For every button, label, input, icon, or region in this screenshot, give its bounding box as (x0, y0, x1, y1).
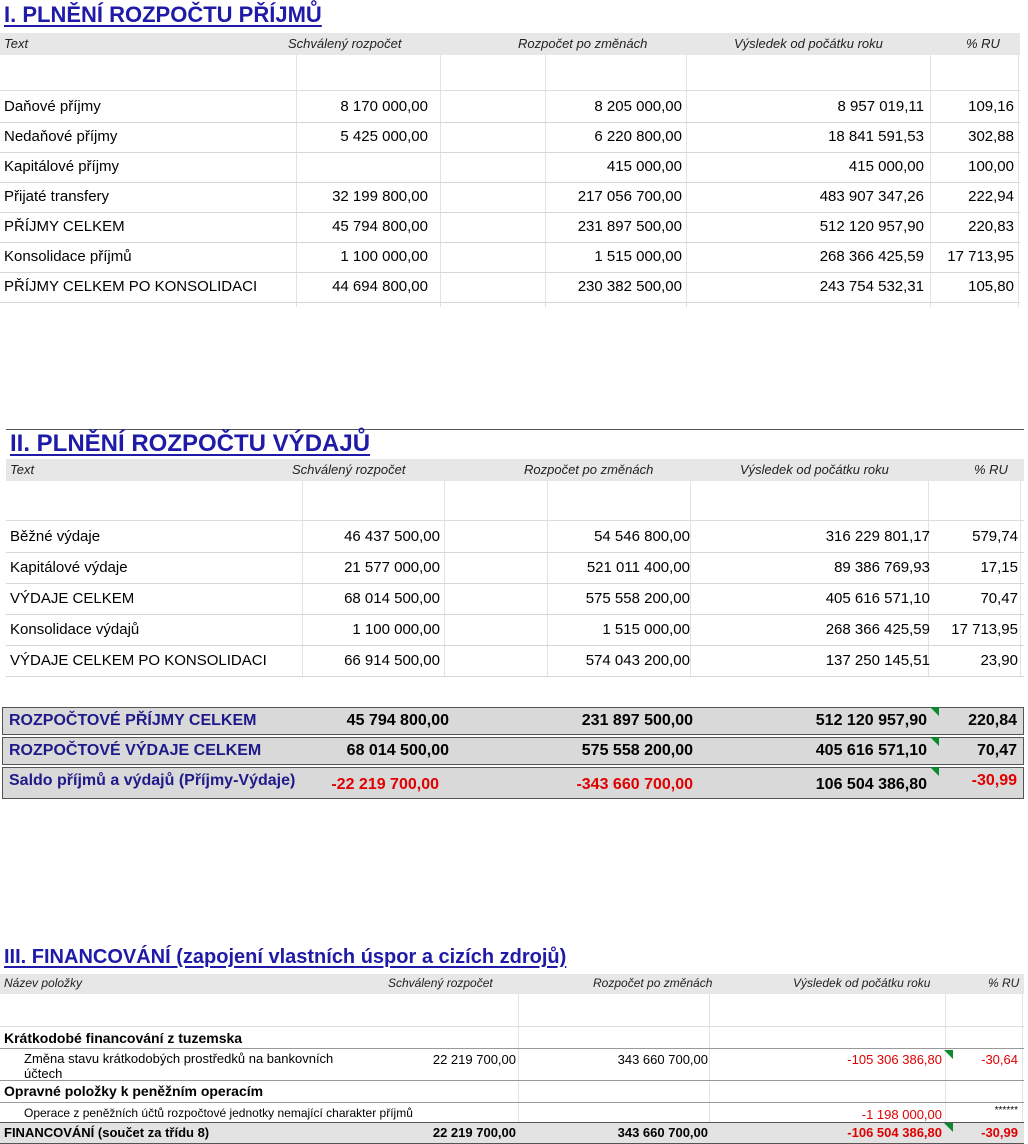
summary-result: 405 616 571,10 (815, 742, 927, 759)
cell-marker-icon (930, 707, 939, 716)
summary-approved: 68 014 500,00 (346, 742, 449, 759)
header-result: Výsledek od počátku roku (793, 976, 931, 990)
table-row (6, 615, 1024, 646)
cell-result: -106 504 386,80 (847, 1125, 942, 1140)
cell-result: 137 250 145,51 (825, 652, 930, 669)
cell-result: 415 000,00 (848, 158, 924, 175)
cell-ru: 70,47 (980, 590, 1018, 607)
header-name: Název položky (4, 976, 83, 990)
header-ru: % RU (988, 976, 1020, 990)
table-row (0, 182, 1020, 213)
cell-result: 316 229 801,17 (825, 528, 930, 545)
header-after-changes: Rozpočet po změnách (593, 976, 713, 990)
row-label: Kapitálové výdaje (10, 559, 128, 576)
cell-after-changes: 8 205 000,00 (594, 98, 682, 115)
summary-result: 106 504 386,80 (815, 776, 927, 793)
cell-result: 268 366 425,59 (825, 621, 930, 638)
cell-after-changes: 574 043 200,00 (585, 652, 690, 669)
table-header-expenses (6, 459, 1024, 481)
header-approved: Schválený rozpočet (292, 462, 406, 477)
summary-after-changes: -343 660 700,00 (576, 776, 693, 793)
summary-approved: -22 219 700,00 (331, 776, 439, 793)
cell-result: 512 120 957,90 (819, 218, 924, 235)
summary-row-income (2, 707, 1024, 735)
section-title-income: I. PLNĚNÍ ROZPOČTU PŘÍJMŮ (4, 2, 322, 27)
row-label: PŘÍJMY CELKEM (4, 218, 125, 235)
cell-marker-icon (930, 767, 939, 776)
table-row (6, 522, 1024, 553)
cell-approved: 5 425 000,00 (340, 128, 428, 145)
row-label: Běžné výdaje (10, 528, 101, 545)
cell-approved: 44 694 800,00 (332, 278, 428, 295)
table-row (6, 646, 1024, 677)
cell-result: 243 754 532,31 (819, 278, 924, 295)
cell-approved: 8 170 000,00 (340, 98, 428, 115)
cell-result: -1 198 000,00 (861, 1107, 942, 1122)
cell-approved: 68 014 500,00 (344, 590, 440, 607)
cell-ru: -30,64 (981, 1052, 1018, 1067)
cell-after-changes: 575 558 200,00 (585, 590, 690, 607)
cell-after-changes: 1 515 000,00 (602, 621, 690, 638)
cell-approved: 1 100 000,00 (340, 248, 428, 265)
row-label: VÝDAJE CELKEM PO KONSOLIDACI (10, 652, 267, 669)
row-label: Změna stavu krátkodobých prostředků na bankovních účtech (24, 1051, 334, 1081)
cell-approved: 46 437 500,00 (344, 528, 440, 545)
section-title-financing: III. FINANCOVÁNÍ (zapojení vlastních úspor a cizích zdrojů) (4, 946, 567, 968)
row-label: Konsolidace výdajů (10, 621, 140, 638)
summary-label: ROZPOČTOVÉ PŘÍJMY CELKEM (9, 712, 257, 729)
row-label: Nedaňové příjmy (4, 128, 118, 145)
header-approved: Schválený rozpočet (288, 36, 402, 51)
row-label: Operace z peněžních účtů rozpočtové jednotky nemající charakter příjmů (24, 1106, 413, 1120)
cell-ru: 17,15 (980, 559, 1018, 576)
cell-after-changes: 217 056 700,00 (577, 188, 682, 205)
row-label: VÝDAJE CELKEM (10, 590, 135, 607)
cell-ru: 23,90 (980, 652, 1018, 669)
cell-approved: 1 100 000,00 (352, 621, 440, 638)
cell-ru: 109,16 (968, 98, 1014, 115)
header-text: Text (4, 36, 29, 51)
cell-after-changes: 6 220 800,00 (594, 128, 682, 145)
summary-result: 512 120 957,90 (815, 712, 927, 729)
total-row (0, 1123, 1024, 1144)
summary-ru: 70,47 (976, 742, 1017, 759)
cell-marker-icon (930, 737, 939, 746)
cell-ru: -30,99 (981, 1125, 1018, 1140)
table-row (0, 1050, 1024, 1081)
summary-label: Saldo příjmů a výdajů (Příjmy-Výdaje) (9, 772, 295, 789)
cell-marker-icon (944, 1050, 953, 1059)
group-label: Opravné položky k peněžním operacím (4, 1083, 264, 1099)
row-label: Daňové příjmy (4, 98, 101, 115)
table-row (6, 584, 1024, 615)
summary-after-changes: 575 558 200,00 (581, 742, 693, 759)
summary-after-changes: 231 897 500,00 (581, 712, 693, 729)
summary-approved: 45 794 800,00 (346, 712, 449, 729)
cell-approved: 32 199 800,00 (332, 188, 428, 205)
cell-ru: 302,88 (968, 128, 1014, 145)
cell-result: 483 907 347,26 (819, 188, 924, 205)
cell-approved: 21 577 000,00 (344, 559, 440, 576)
cell-approved: 22 219 700,00 (432, 1125, 516, 1140)
cell-ru: 100,00 (968, 158, 1014, 175)
group-row (0, 1082, 1024, 1103)
row-label: Konsolidace příjmů (4, 248, 132, 265)
cell-after-changes: 415 000,00 (606, 158, 682, 175)
cell-marker-icon (944, 1123, 953, 1132)
section-title-expenses: II. PLNĚNÍ ROZPOČTU VÝDAJŮ (10, 430, 371, 457)
table-row (0, 1104, 1024, 1123)
header-result: Výsledek od počátku roku (734, 36, 883, 51)
table-row (6, 553, 1024, 584)
header-result: Výsledek od počátku roku (740, 462, 889, 477)
cell-after-changes: 230 382 500,00 (577, 278, 682, 295)
cell-result: 89 386 769,93 (834, 559, 930, 576)
group-row (0, 1028, 1024, 1049)
cell-ru: 17 713,95 (947, 248, 1014, 265)
table-row (0, 242, 1020, 273)
cell-result: 405 616 571,10 (825, 590, 930, 607)
summary-row-expenses (2, 737, 1024, 765)
cell-ru: 17 713,95 (951, 621, 1018, 638)
cell-after-changes: 343 660 700,00 (617, 1052, 708, 1067)
summary-ru: 220,84 (968, 712, 1017, 729)
cell-result: -105 306 386,80 (847, 1052, 942, 1067)
table-header-income (0, 33, 1020, 55)
row-label: Kapitálové příjmy (4, 158, 120, 175)
cell-after-changes: 54 546 800,00 (594, 528, 690, 545)
row-label: Přijaté transfery (4, 188, 110, 205)
summary-row-balance (2, 767, 1024, 799)
cell-after-changes: 521 011 400,00 (586, 559, 690, 576)
cell-ru: ****** (994, 1105, 1018, 1116)
row-label: FINANCOVÁNÍ (součet za třídu 8) (4, 1125, 210, 1140)
table-header-financing (0, 974, 1024, 994)
header-ru: % RU (966, 36, 1000, 51)
header-text: Text (10, 462, 35, 477)
row-label: PŘÍJMY CELKEM PO KONSOLIDACI (4, 278, 258, 295)
cell-ru: 220,83 (968, 218, 1014, 235)
cell-after-changes: 231 897 500,00 (577, 218, 682, 235)
cell-result: 18 841 591,53 (828, 128, 924, 145)
summary-label: ROZPOČTOVÉ VÝDAJE CELKEM (9, 742, 262, 759)
table-row (0, 122, 1020, 153)
table-row (0, 212, 1020, 243)
header-after-changes: Rozpočet po změnách (524, 462, 654, 477)
table-row (0, 92, 1020, 123)
header-ru: % RU (974, 462, 1008, 477)
cell-after-changes: 343 660 700,00 (617, 1125, 708, 1140)
cell-result: 8 957 019,11 (837, 98, 924, 115)
table-row (0, 272, 1020, 303)
cell-ru: 222,94 (968, 188, 1014, 205)
table-row (0, 152, 1020, 183)
group-label: Krátkodobé financování z tuzemska (4, 1030, 243, 1046)
header-after-changes: Rozpočet po změnách (518, 36, 648, 51)
cell-approved: 66 914 500,00 (344, 652, 440, 669)
cell-result: 268 366 425,59 (819, 248, 924, 265)
cell-after-changes: 1 515 000,00 (594, 248, 682, 265)
cell-ru: 105,80 (968, 278, 1014, 295)
summary-ru: -30,99 (971, 772, 1017, 789)
cell-approved: 45 794 800,00 (332, 218, 428, 235)
header-approved: Schválený rozpočet (388, 976, 493, 990)
cell-ru: 579,74 (972, 528, 1018, 545)
cell-approved: 22 219 700,00 (432, 1052, 516, 1067)
